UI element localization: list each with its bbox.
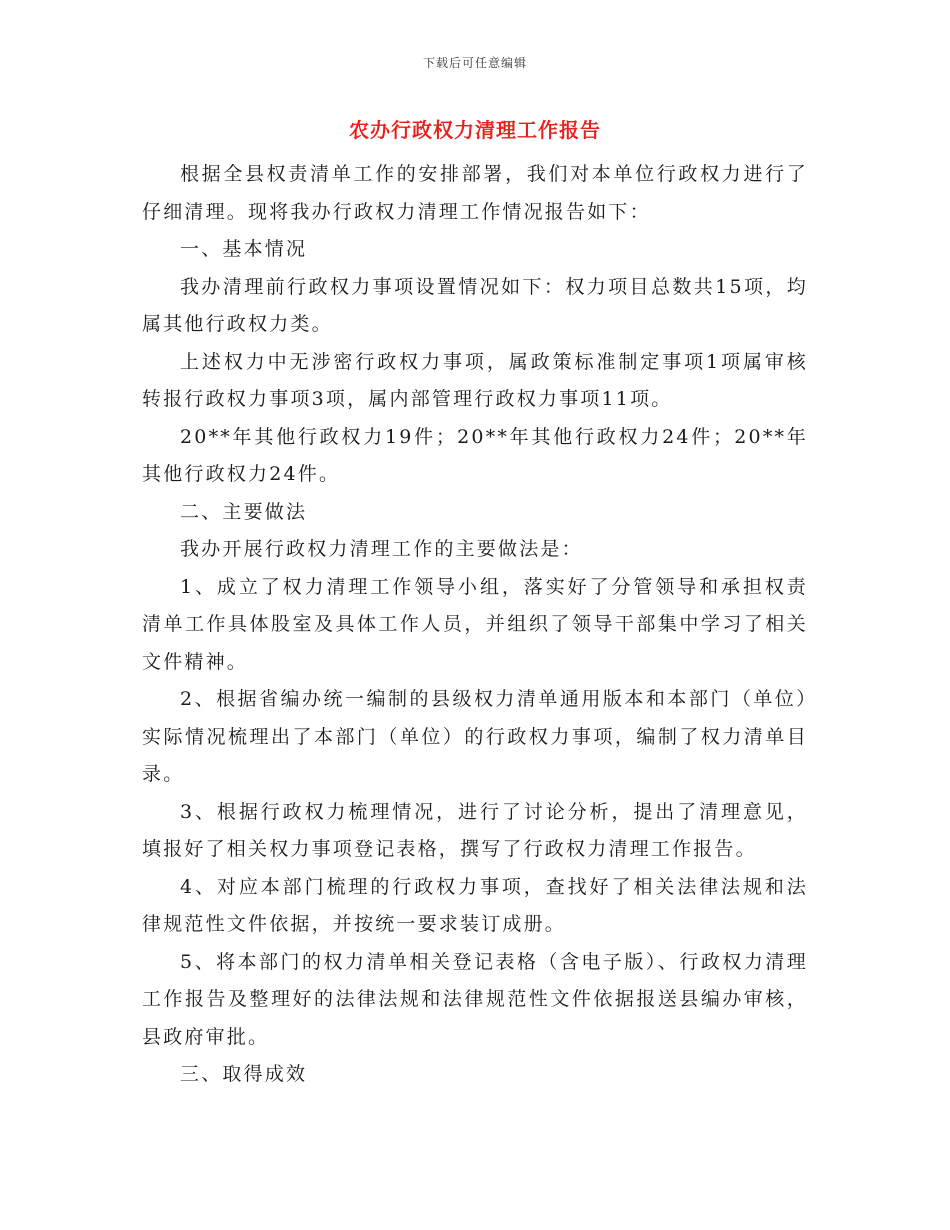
section-heading-basic-situation: 一、基本情况 — [180, 238, 308, 260]
list-item: 4、对应本部门梳理的行政权力事项，查找好了相关法律法规和法律规范性文件依据，并按统一要求装订成册。 — [142, 875, 808, 935]
document-body — [142, 156, 808, 1094]
paragraph: 我办开展行政权力清理工作的主要做法是： — [180, 538, 583, 560]
paragraph: 上述权力中无涉密行政权力事项，属政策标准制定事项1项属审核转报行政权力事项3项，属内部管理行政权力事项11项。 — [142, 350, 808, 410]
list-item: 1、成立了权力清理工作领导小组，落实好了分管领导和承担权责清单工作具体股室及具体工作人员，并组织了领导干部集中学习了相关文件精神。 — [142, 575, 808, 673]
section-heading-main-practices: 二、主要做法 — [180, 500, 308, 523]
document-title: 农办行政权力清理工作报告 — [349, 118, 601, 142]
paragraph: 20**年其他行政权力19件；20**年其他行政权力24件；20**年其他行政权力24件。 — [142, 425, 808, 485]
list-item: 2、根据省编办统一编制的县级权力清单通用版本和本部门（单位）实际情况梳理出了本部门（单位）的行政权力事项，编制了权力清单目录。 — [142, 688, 808, 785]
section-heading-results: 三、取得成效 — [180, 1063, 308, 1085]
paragraph-intro: 根据全县权责清单工作的安排部署，我们对本单位行政权力进行了仔细清理。现将我办行政权力清理工作情况报告如下： — [142, 163, 808, 223]
header-note: 下载后可任意编辑 — [422, 56, 527, 70]
paragraph: 我办清理前行政权力事项设置情况如下：权力项目总数共15项，均属其他行政权力类。 — [142, 275, 808, 335]
list-item: 5、将本部门的权力清单相关登记表格（含电子版）、行政权力清理工作报告及整理好的法律法规和法律规范性文件依据报送县编办审核，县政府审批。 — [142, 950, 808, 1048]
list-item: 3、根据行政权力梳理情况，进行了讨论分析，提出了清理意见，填报好了相关权力事项登记表格，撰写了行政权力清理工作报告。 — [142, 800, 808, 860]
